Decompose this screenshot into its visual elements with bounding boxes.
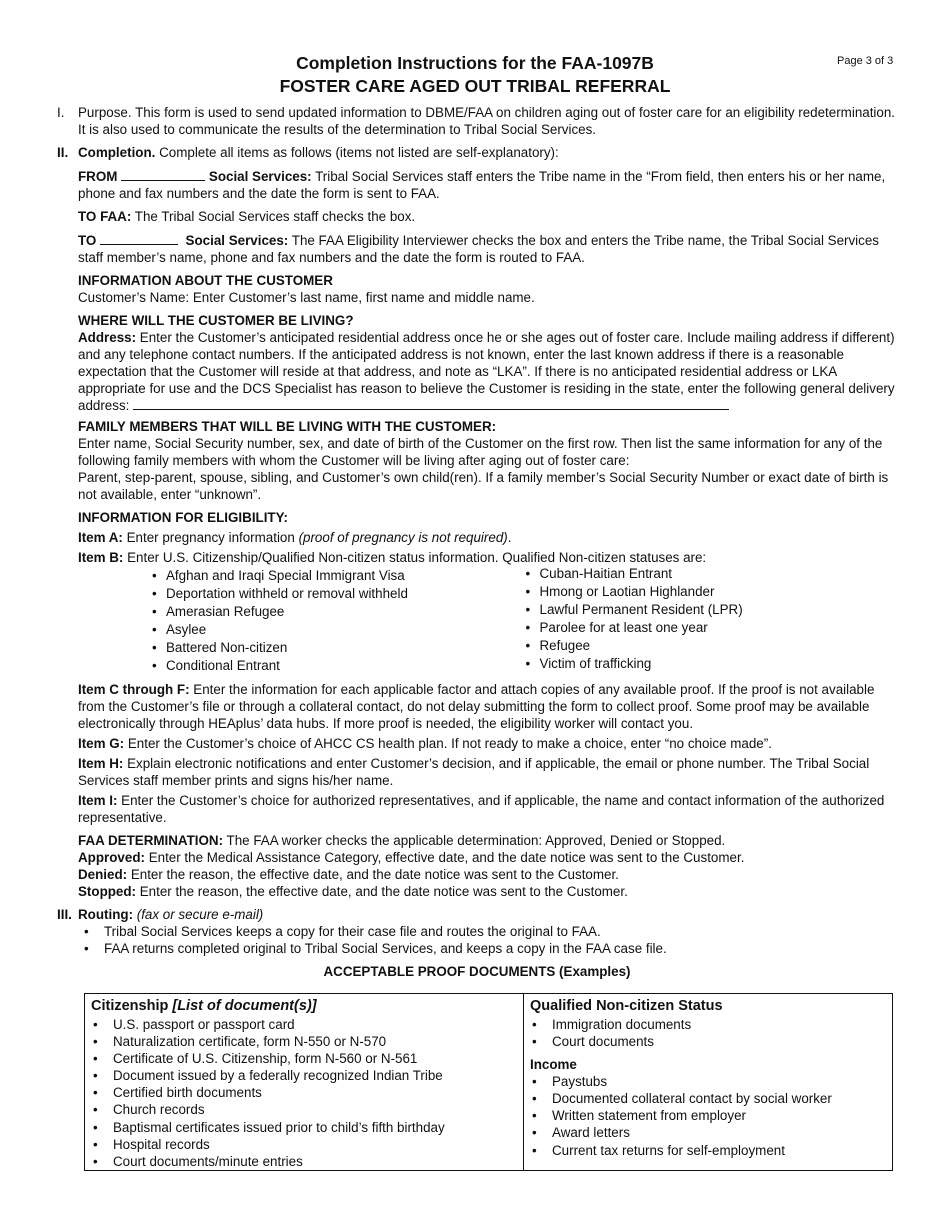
noncitizen-list — [530, 1016, 892, 1050]
list-item: • U.S. passport or passport card — [91, 1016, 523, 1033]
item-g: Item G: Enter the Customer’s choice of AHCC CS health plan. If not ready to make a choice, enter “no choice made”. — [78, 736, 772, 751]
family-text: Enter name, Social Security number, sex, and date of birth of the Customer on the first row. Then list the same information for any of the following family members with whom the Customer will be living after aging out of foster care: — [78, 436, 883, 468]
page-title: Completion Instructions for the FAA-1097B — [296, 53, 654, 73]
list-item: • Certificate of U.S. Citizenship, form N-560 or N-561 — [91, 1050, 523, 1067]
item-b: Item B: Enter U.S. Citizenship/Qualified Non-citizen status information. Qualified Non-citizen statuses are: — [78, 550, 707, 565]
status-list-left — [150, 567, 524, 675]
from-instruction: FROM Social Services: Tribal Social Services staff enters the Tribe name in the “From field, then enters his or her name, phone and fax numbers and the date the form is sent to FAA. — [78, 169, 886, 201]
proof-documents-table — [84, 993, 893, 1171]
list-item: • Court documents/minute entries — [91, 1153, 523, 1170]
to-faa-instruction: TO FAA: The Tribal Social Services staff checks the box. — [78, 209, 416, 224]
general-delivery-address-line — [133, 397, 729, 410]
list-item: • Asylee — [150, 621, 524, 639]
section-number: III. — [57, 907, 72, 922]
list-item: • Conditional Entrant — [150, 657, 524, 675]
list-item: • Cuban-Haitian Entrant — [524, 565, 898, 583]
list-item: • Current tax returns for self-employment — [530, 1142, 892, 1159]
list-item: • Church records — [91, 1101, 523, 1118]
list-item: • Immigration documents — [530, 1016, 892, 1033]
list-item: • Baptismal certificates issued prior to child’s fifth birthday — [91, 1119, 523, 1136]
status-list-right — [524, 565, 898, 675]
list-item: • Deportation withheld or removal withheld — [150, 585, 524, 603]
routing-list — [82, 923, 897, 957]
list-item: • Battered Non-citizen — [150, 639, 524, 657]
customer-info-heading: INFORMATION ABOUT THE CUSTOMER — [78, 273, 333, 288]
list-item: • Naturalization certificate, form N-550 or N-570 — [91, 1033, 523, 1050]
citizenship-list — [91, 1016, 523, 1170]
approved-instruction: Approved: Enter the Medical Assistance Category, effective date, and the date notice was sent to the Customer. — [78, 850, 745, 865]
to-instruction: TO Social Services: The FAA Eligibility Interviewer checks the box and enters the Tribe name, the Tribal Social Services staff member’s name, phone and fax numbers and the date the form is routed to FAA. — [78, 233, 879, 265]
list-item: • Victim of trafficking — [524, 655, 898, 673]
item-c-f: Item C through F: Enter the information for each applicable factor and attach copies of any available proof. If the proof is not available from the Customer’s file or through a collateral contact, do not delay submitting the form to collect proof. Some proof may be available electronically through HEAplus’ data hubs. If more proof is needed, the eligibility worker will contact you. — [78, 682, 875, 731]
proof-documents-heading: ACCEPTABLE PROOF DOCUMENTS (Examples) — [323, 964, 631, 979]
living-heading: WHERE WILL THE CUSTOMER BE LIVING? — [78, 313, 354, 328]
stopped-instruction: Stopped: Enter the reason, the effective date, and the date notice was sent to the Customer. — [78, 884, 628, 899]
purpose-text: Purpose. This form is used to send updated information to DBME/FAA on children aging out of foster care for an eligibility redetermination. It is also used to communicate the results of the determination to Tribal Social Services. — [78, 105, 896, 137]
list-item: • Afghan and Iraqi Special Immigrant Visa — [150, 567, 524, 585]
denied-instruction: Denied: Enter the reason, the effective date, and the date notice was sent to the Customer. — [78, 867, 619, 882]
item-i: Item I: Enter the Customer’s choice for authorized representatives, and if applicable, the name and contact information of the authorized representative. — [78, 793, 885, 825]
noncitizen-status-list — [78, 567, 897, 675]
from-blank-line — [121, 167, 205, 181]
list-item: • Hospital records — [91, 1136, 523, 1153]
section-completion — [57, 144, 897, 900]
routing-lead: Routing: (fax or secure e-mail) — [78, 907, 264, 922]
page-subtitle: FOSTER CARE AGED OUT TRIBAL REFERRAL — [279, 76, 671, 96]
instructions-body — [57, 104, 897, 980]
list-item: • Hmong or Laotian Highlander — [524, 583, 898, 601]
address-instruction: Address: Enter the Customer’s anticipated residential address once he or she ages out of foster care. Include mailing address if different) and any telephone contact numbers. If the anticipated address is not known, enter the last known address if there is a reasonable expectation that the Customer will reside at that address, and note as “LKA”. If there is no anticipated residential address or LKA appropriate for use and the DCS Specialist has reason to believe the Customer is residing in the state, enter the following general delivery address: — [78, 330, 895, 413]
faa-determination: FAA DETERMINATION: The FAA worker checks the applicable determination: Approved, Denied or Stopped. — [78, 833, 726, 848]
section-purpose — [57, 104, 897, 138]
income-heading: Income — [530, 1057, 577, 1073]
list-item: • Documented collateral contact by social worker — [530, 1090, 892, 1107]
family-text-2: Parent, step-parent, spouse, sibling, and Customer’s own child(ren). If a family member’s Social Security Number or exact date of birth is not available, enter “unknown”. — [78, 470, 889, 502]
completion-lead: Completion. Complete all items as follows (items not listed are self-explanatory): — [78, 145, 559, 160]
section-number: II. — [57, 145, 69, 160]
list-item: • Certified birth documents — [91, 1084, 523, 1101]
item-h: Item H: Explain electronic notifications and enter Customer’s decision, and if applicable, the email or phone number. The Tribal Social Services staff member prints and signs his/her name. — [78, 756, 870, 788]
citizenship-heading: Citizenship [List of document(s)] — [91, 998, 317, 1014]
list-item: • Parolee for at least one year — [524, 619, 898, 637]
list-item: • Award letters — [530, 1124, 892, 1141]
list-item: • Refugee — [524, 637, 898, 655]
list-item: • Amerasian Refugee — [150, 603, 524, 621]
list-item: • Tribal Social Services keeps a copy for their case file and routes the original to FAA. — [82, 923, 897, 940]
list-item: • Document issued by a federally recognized Indian Tribe — [91, 1067, 523, 1084]
list-item: • Lawful Permanent Resident (LPR) — [524, 601, 898, 619]
to-blank-line — [100, 231, 178, 245]
customer-info-text: Customer’s Name: Enter Customer’s last name, first name and middle name. — [78, 290, 535, 305]
citizenship-column — [85, 994, 524, 1170]
income-list — [530, 1073, 892, 1158]
noncitizen-column — [524, 994, 892, 1170]
section-number: I. — [57, 105, 65, 120]
list-item: • Court documents — [530, 1033, 892, 1050]
list-item: • FAA returns completed original to Tribal Social Services, and keeps a copy in the FAA case file. — [82, 940, 897, 957]
list-item: • Paystubs — [530, 1073, 892, 1090]
list-item: • Written statement from employer — [530, 1107, 892, 1124]
noncitizen-heading: Qualified Non-citizen Status — [530, 998, 723, 1014]
eligibility-heading: INFORMATION FOR ELIGIBILITY: — [78, 510, 289, 525]
page-number: Page 3 of 3 — [837, 55, 894, 67]
section-routing — [57, 906, 897, 957]
family-heading: FAMILY MEMBERS THAT WILL BE LIVING WITH THE CUSTOMER: — [78, 419, 497, 434]
item-a: Item A: Enter pregnancy information (proof of pregnancy is not required). — [78, 530, 512, 545]
